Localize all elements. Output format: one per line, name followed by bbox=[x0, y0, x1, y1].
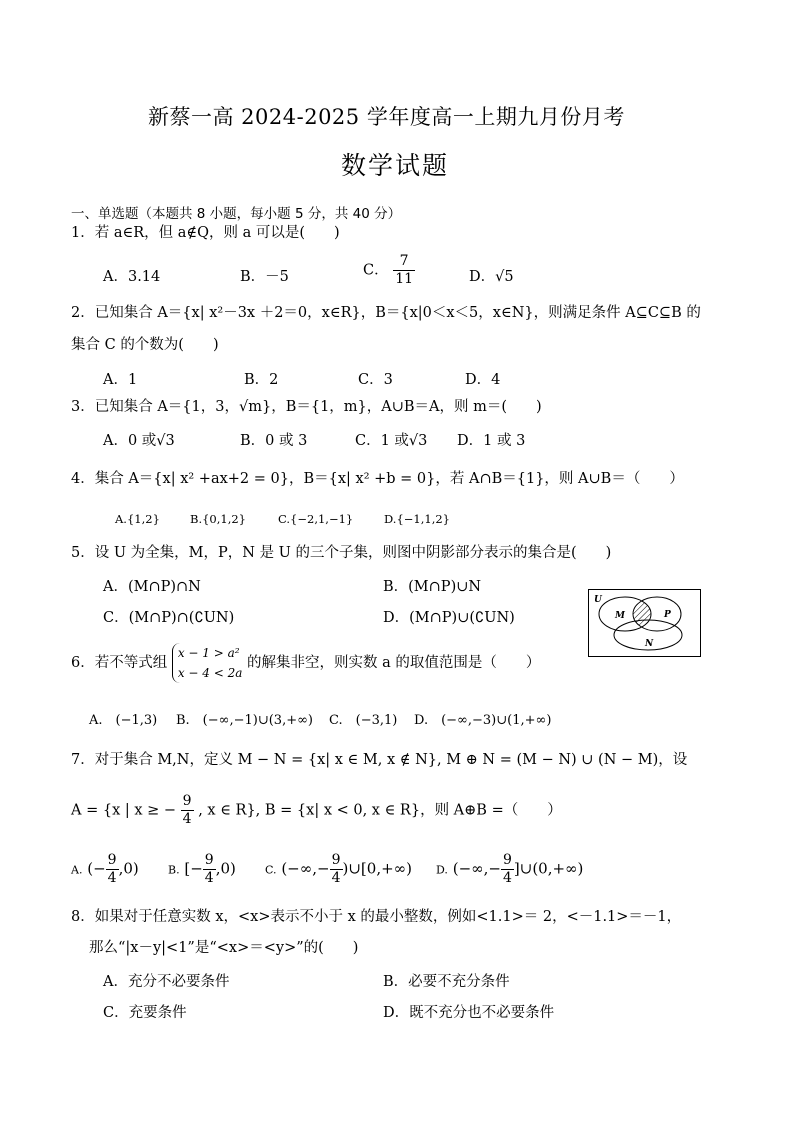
q1-option-d: D．√5 bbox=[469, 269, 514, 285]
q2-option-b: B．2 bbox=[244, 372, 279, 388]
q2-option-a: A．1 bbox=[103, 372, 138, 388]
q7-c-frac-den: 4 bbox=[331, 870, 341, 886]
q4-option-d: D.{−1,1,2} bbox=[384, 512, 450, 526]
q7-option-d-end: ]∪(0,+∞) bbox=[513, 859, 584, 878]
q7-option-a bbox=[71, 852, 139, 887]
q7-option-c-label: C. bbox=[265, 863, 277, 877]
q7-option-a-fraction bbox=[106, 852, 119, 887]
q6-option-b: B. (−∞,−1)∪(3,+∞) bbox=[176, 713, 314, 728]
q7-option-b-fraction bbox=[203, 852, 216, 887]
q1-option-c-fraction bbox=[393, 253, 415, 288]
q7-option-c-end: )∪[0,+∞) bbox=[342, 859, 412, 878]
q1-option-c bbox=[363, 253, 415, 288]
q6-option-d: D. (−∞,−3)∪(1,+∞) bbox=[414, 713, 552, 728]
q4-option-a: A.{1,2} bbox=[115, 512, 160, 526]
q4-option-c: C.{−2,1,−1} bbox=[278, 512, 354, 526]
question-8-line2: 那么“|x－y|<1”是“<x>＝<y>”的( ) bbox=[89, 940, 359, 956]
q7-set-a-fraction bbox=[181, 793, 194, 828]
section-heading: 一、单选题（本题共 8 小题，每小题 5 分，共 40 分） bbox=[71, 206, 402, 222]
q8-option-a: A．充分不必要条件 bbox=[103, 974, 230, 990]
q7-option-a-label: A. bbox=[71, 863, 83, 877]
q7-option-c bbox=[265, 852, 412, 887]
exam-subject: 数学试题 bbox=[341, 151, 450, 180]
question-1-text: 1．若 a∈R，但 a∉Q，则 a 可以是( ) bbox=[71, 225, 340, 241]
q5-option-a: A．(M∩P)∩N bbox=[103, 579, 201, 595]
q1-option-c-label: C． bbox=[363, 262, 389, 279]
q7-option-a-start: (− bbox=[87, 859, 106, 878]
q7-b-frac-num: 9 bbox=[204, 852, 214, 868]
q7-a-denominator: 4 bbox=[182, 811, 192, 827]
q8-option-d: D．既不充分也不必要条件 bbox=[383, 1005, 555, 1021]
q7-option-b bbox=[168, 852, 236, 887]
q3-option-d: D．1 或 3 bbox=[457, 433, 526, 449]
q7-set-a-prefix: A = {x | x ≥ − bbox=[71, 802, 177, 819]
q1-c-numerator: 7 bbox=[393, 253, 415, 271]
venn-svg bbox=[589, 590, 700, 656]
q7-set-a-suffix: , x ∈ R}, B = {x| x < 0, x ∈ R}，则 A⊕B =（ ） bbox=[198, 802, 562, 819]
q3-option-c: C．1 或√3 bbox=[355, 433, 428, 449]
q6-option-c: C. (−3,1) bbox=[329, 713, 398, 728]
q6-prefix: 6．若不等式组 bbox=[71, 655, 168, 671]
q5-option-b: B．(M∩P)∪N bbox=[383, 579, 482, 595]
q6-inequality-1: x − 1 > a² bbox=[177, 646, 240, 660]
question-8-line1: 8．如果对于任意实数 x，<x>表示不小于 x 的最小整数，例如<1.1>＝ 2，<－1.1>＝－1， bbox=[71, 909, 682, 925]
q2-option-c: C．3 bbox=[358, 372, 393, 388]
q6-suffix: 的解集非空，则实数 a 的取值范围是（ ） bbox=[247, 655, 541, 671]
question-4-text: 4．集合 A＝{x| x² +ax+2 = 0}，B＝{x| x² +b = 0}，若 A∩B＝{1}，则 A∪B＝（ ） bbox=[71, 471, 684, 487]
q7-c-frac-num: 9 bbox=[331, 852, 341, 868]
question-2-line2: 集合 C 的个数为( ) bbox=[71, 337, 219, 353]
question-5-text: 5．设 U 为全集，M，P，N 是 U 的三个子集，则图中阴影部分表示的集合是( ) bbox=[71, 545, 612, 561]
q7-b-frac-den: 4 bbox=[204, 870, 214, 886]
q1-option-a: A．3.14 bbox=[103, 269, 161, 285]
q6-inequality-2: x − 4 < 2a bbox=[177, 666, 243, 680]
venn-diagram bbox=[588, 589, 701, 657]
venn-label-n: N bbox=[645, 639, 654, 649]
q8-option-c: C．充要条件 bbox=[103, 1005, 187, 1021]
q3-option-b: B．0 或 3 bbox=[240, 433, 308, 449]
q4-option-b: B.{0,1,2} bbox=[190, 512, 247, 526]
q1-option-b: B．－5 bbox=[240, 269, 289, 285]
q8-option-b: B．必要不充分条件 bbox=[383, 974, 510, 990]
q7-a-frac-num: 9 bbox=[107, 852, 117, 868]
venn-label-m: M bbox=[615, 611, 625, 621]
q7-option-d-label: D. bbox=[436, 863, 448, 877]
q5-option-c: C．(M∩P)∩(∁UN) bbox=[103, 610, 235, 626]
question-3-text: 3．已知集合 A＝{1，3，√m}，B＝{1，m}，A∪B＝A，则 m＝( ) bbox=[71, 399, 542, 415]
question-7-line2 bbox=[71, 793, 562, 828]
q1-c-denominator: 11 bbox=[395, 271, 414, 287]
q7-option-b-end: ,0) bbox=[215, 859, 236, 878]
q5-option-d: D．(M∩P)∪(∁UN) bbox=[383, 610, 515, 626]
q7-option-c-fraction bbox=[330, 852, 343, 887]
q7-option-d bbox=[436, 852, 583, 887]
question-2-line1: 2．已知集合 A＝{x| x²－3x ＋2＝0，x∈R}，B＝{x|0＜x＜5，x∈N}，则满足条件 A⊆C⊆B 的 bbox=[71, 305, 701, 321]
q3-option-a: A．0 或√3 bbox=[103, 433, 175, 449]
q6-inequality-system bbox=[172, 643, 243, 683]
q7-option-b-start: [− bbox=[184, 859, 203, 878]
q7-a-frac-den: 4 bbox=[107, 870, 117, 886]
venn-label-p: P bbox=[664, 610, 671, 620]
q7-option-c-start: (−∞,− bbox=[281, 859, 330, 878]
q7-option-d-start: (−∞,− bbox=[452, 859, 501, 878]
q7-option-d-fraction bbox=[501, 852, 514, 887]
q7-option-b-label: B. bbox=[168, 863, 180, 877]
q7-d-frac-den: 4 bbox=[502, 870, 512, 886]
q7-a-numerator: 9 bbox=[182, 793, 192, 809]
venn-label-u: U bbox=[594, 595, 602, 605]
question-7-line1: 7．对于集合 M,N，定义 M − N = {x| x ∈ M, x ∉ N}, M ⊕ N = (M − N) ∪ (N − M)，设 bbox=[71, 752, 688, 768]
question-6 bbox=[71, 643, 540, 683]
q7-d-frac-num: 9 bbox=[502, 852, 512, 868]
q7-option-a-end: ,0) bbox=[118, 859, 139, 878]
q2-option-d: D．4 bbox=[465, 372, 501, 388]
q6-option-a: A. (−1,3) bbox=[89, 713, 158, 728]
exam-title: 新蔡一高 2024-2025 学年度高一上期九月份月考 bbox=[148, 105, 625, 129]
